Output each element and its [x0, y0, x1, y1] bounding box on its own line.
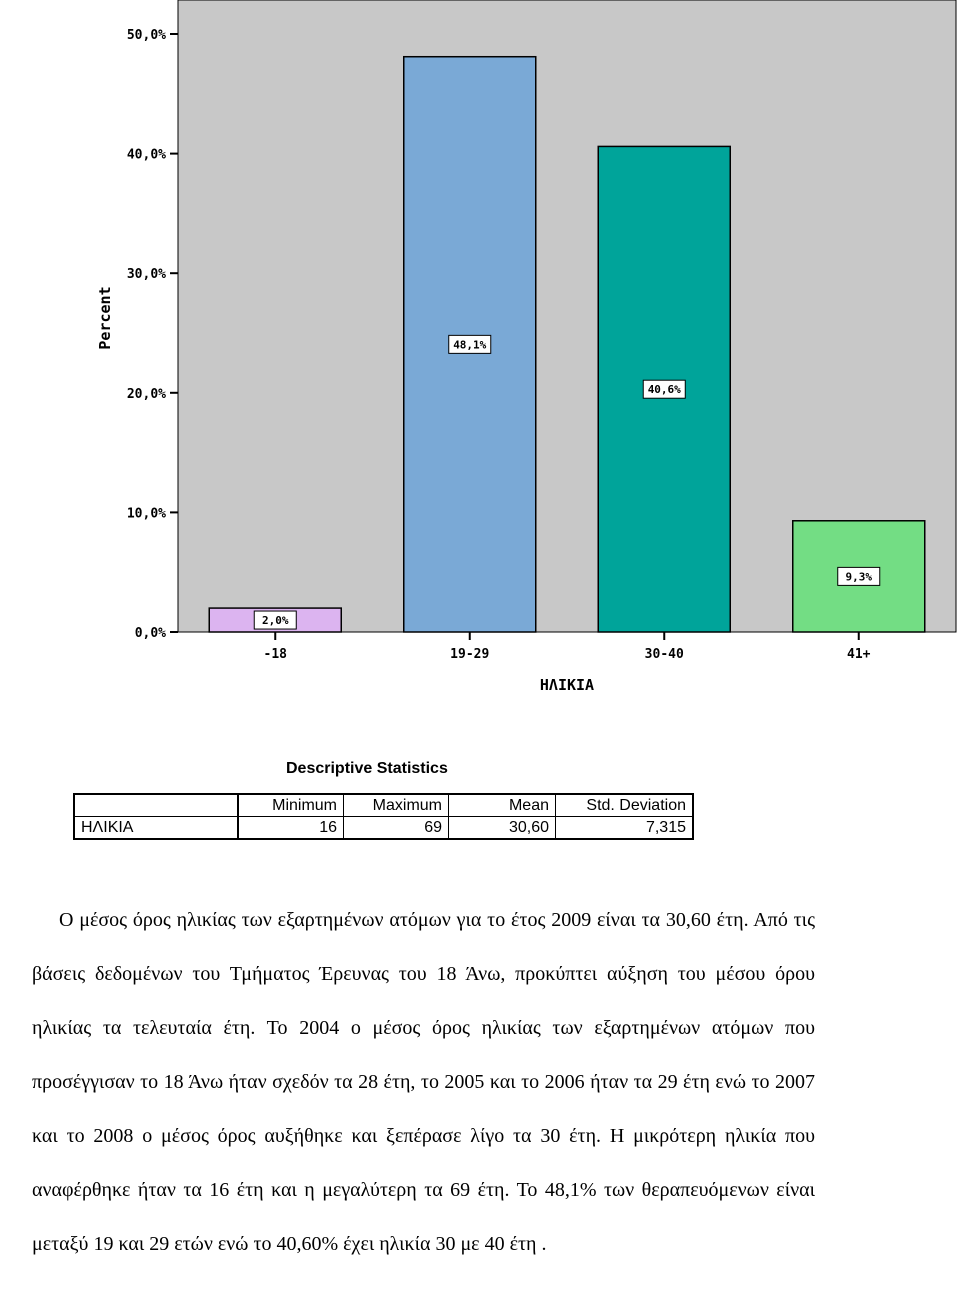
- stats-header-row: [74, 794, 693, 817]
- y-tick-label: 0,0%: [134, 626, 166, 641]
- data-label: 2,0%: [262, 614, 289, 628]
- x-tick-label: 19-29: [450, 647, 490, 662]
- data-label: 48,1%: [453, 338, 487, 352]
- x-axis-title: ΗΛΙΚΙΑ: [539, 676, 595, 694]
- data-label: 40,6%: [647, 383, 681, 397]
- x-tick-label: 30-40: [644, 647, 684, 662]
- y-tick-label: 20,0%: [126, 386, 166, 402]
- y-tick-label: 30,0%: [126, 267, 166, 283]
- y-axis-title: Percent: [96, 286, 114, 350]
- summary-paragraph: [32, 893, 815, 1271]
- stats-header-mean: Mean: [449, 794, 556, 817]
- x-axis: [264, 632, 871, 662]
- stats-header-maximum: Maximum: [344, 794, 449, 817]
- stats-table: [73, 793, 694, 840]
- stats-header-std-deviation: Std. Deviation: [556, 794, 694, 817]
- stats-maximum-value: 69: [344, 817, 449, 840]
- stats-row-label: ΗΛΙΚΙΑ: [74, 817, 238, 840]
- stats-minimum-value: 16: [238, 817, 344, 840]
- y-tick-label: 50,0%: [126, 28, 166, 43]
- stats-title: Descriptive Statistics: [286, 760, 448, 777]
- x-tick-label: 41+: [847, 647, 871, 662]
- stats-mean-value: 30,60: [449, 817, 556, 840]
- stats-header-minimum: Minimum: [238, 794, 344, 817]
- summary-paragraph-text: Ο μέσος όρος ηλικίας των εξαρτημένων ατόμων για το έτος 2009 είναι τα 30,60 έτη. Από τις βάσεις δεδομένων του Τμήματος Έρευνας του 18 Άνω, προκύπτει αύξηση του μέσου όρου ηλικίας τα τελευταία έτη. Το 2004 ο μέσος όρος ηλικίας των εξαρτημένων ατόμων που προσέγγισαν το 18 Άνω ήταν σχεδόν τα 28 έτη, το 2005 και το 2006 ήταν τα 29 έτη ενώ το 2007 και το 2008 ο μέσος όρος αυξήθηκε και ξεπέρασε λίγο τα 30 έτη. Η μικρότερη ηλικία που αναφέρθηκε ήταν τα 16 έτη και η μεγαλύτερη τα 69 έτη. Το 48,1% των θεραπευόμενων είναι μεταξύ 19 και 29 ετών ενώ το 40,60% έχει ηλικία 30 με 40 έτη .: [32, 909, 815, 1255]
- x-tick-label: -18: [263, 647, 287, 662]
- y-tick-label: 10,0%: [126, 506, 166, 522]
- stats-std-deviation-value: 7,315: [556, 817, 694, 840]
- stats-row-age: [74, 817, 693, 840]
- data-label: 9,3%: [845, 570, 872, 584]
- y-tick-label: 40,0%: [126, 147, 166, 163]
- stats-header-empty: [74, 794, 238, 817]
- y-axis: [127, 28, 178, 641]
